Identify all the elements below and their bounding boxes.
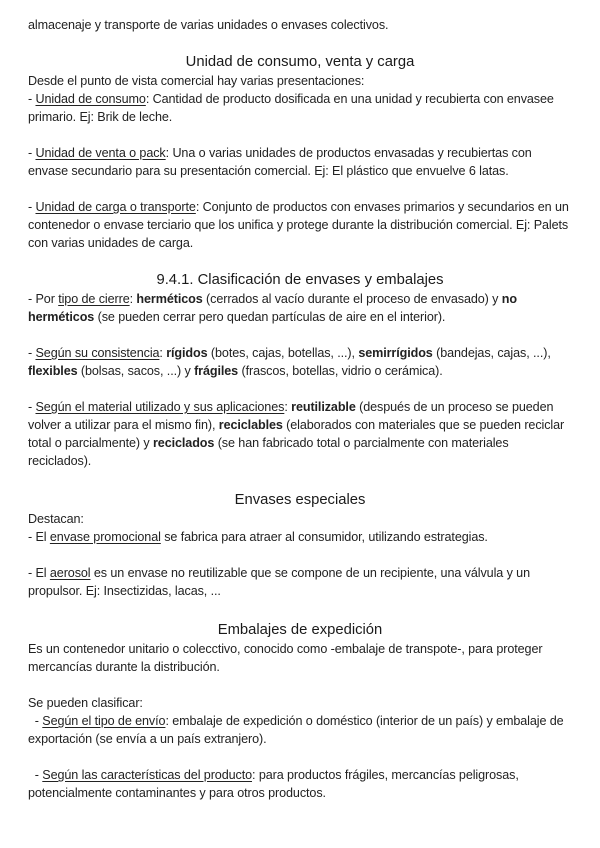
section-heading-clasificacion: 9.4.1. Clasificación de envases y embalajes (156, 272, 444, 288)
section-heading-embalajes-expedicion: Embalajes de expedición (217, 622, 383, 638)
paragraph-material: - Según el material utilizado y sus aplicaciones: reutilizable (después de un proceso se pueden volver a utilizar para el mismo fin), reciclables (elaborados con materiales que se pueden reciclar total o parcialmente) y reciclados (se han fabricado total o parcialmente con materiales reciclados). (28, 400, 565, 468)
term-unidad-consumo: Unidad de consumo (35, 92, 146, 106)
section4-lead: Es un contenedor unitario o colecctivo, conocido como -embalaje de transpote-, para proteger mercancías durante la distribución. (28, 642, 543, 674)
paragraph-tipo-cierre: - Por tipo de cierre: herméticos (cerrados al vacío durante el proceso de envasado) y no herméticos (se pueden cerrar pero quedan partículas de aire en el interior). (28, 292, 517, 324)
list-item: - Unidad de consumo: Cantidad de producto dosificada en una unidad y recubierta con envasee primario. Ej: Brik de leche. (28, 92, 554, 124)
section1-lead: Desde el punto de vista comercial hay varias presentaciones: (28, 74, 365, 88)
term-unidad-venta: Unidad de venta o pack (35, 146, 166, 160)
section3-lead: Destacan: (28, 512, 84, 526)
term-unidad-carga: Unidad de carga o transporte (35, 200, 196, 214)
list-item: - Unidad de venta o pack: Una o varias unidades de productos envasadas y recubiertas con envase secundario para su presentación comercial. Ej: El plástico que envuelve 6 latas. (28, 146, 532, 178)
list-item: - Unidad de carga o transporte: Conjunto de productos con envases primarios y secundarios en un contenedor o envase terciario que los unifica y protege durante la distribución comercial. Ej: Palets con varias unidades de carga. (28, 200, 569, 250)
paragraph-tipo-envio: - Según el tipo de envío: embalaje de expedición o doméstico (interior de un país) y embalaje de exportación (se envía a un país extranjero). (28, 714, 564, 746)
paragraph-caracteristicas-producto: - Según las características del producto: para productos frágiles, mercancías peligrosas, potencialmente contaminantes y para otros productos. (28, 768, 519, 800)
intro-line: almacenaje y transporte de varias unidades o envases colectivos. (28, 18, 389, 32)
section-heading-envases-especiales: Envases especiales (234, 492, 366, 508)
paragraph-envase-promocional: - El envase promocional se fabrica para atraer al consumidor, utilizando estrategias. (28, 530, 488, 544)
section-heading-unidades: Unidad de consumo, venta y carga (185, 54, 415, 70)
paragraph-aerosol: - El aerosol es un envase no reutilizable que se compone de un recipiente, una válvula y un propulsor. Ej: Insectizidas, lacas, ... (28, 566, 530, 598)
paragraph-consistencia: - Según su consistencia: rígidos (botes, cajas, botellas, ...), semirrígidos (bandejas, cajas, ...), flexibles (bolsas, sacos, ...) y frágiles (frascos, botellas, vidrio o cerámica). (28, 346, 551, 378)
section4-lead2: Se pueden clasificar: (28, 696, 143, 710)
